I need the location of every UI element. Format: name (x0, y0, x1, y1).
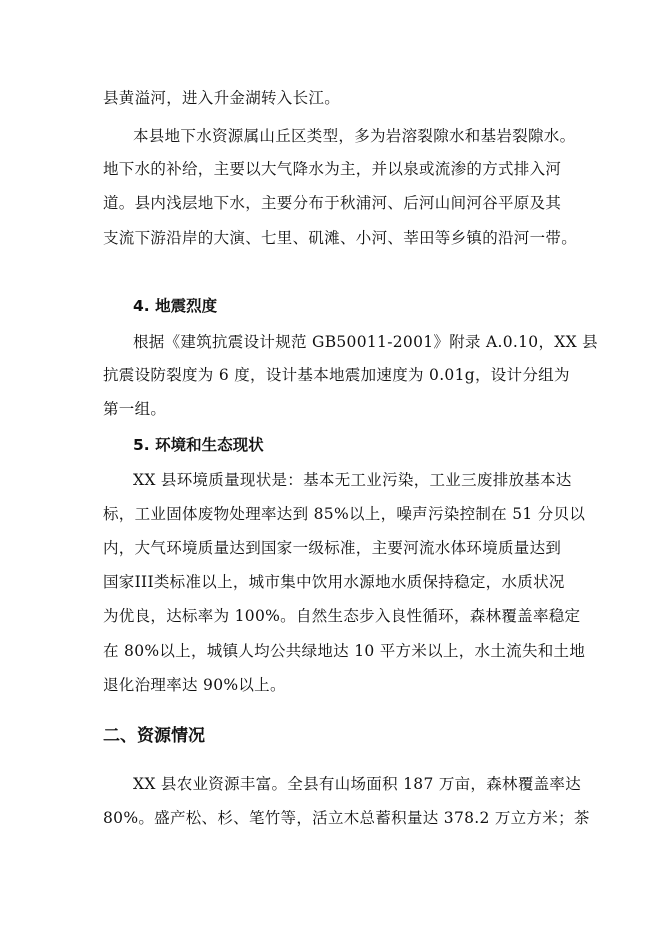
text-line: XX 县环境质量现状是：基本无工业污染，工业三废排放基本达 (133, 471, 572, 489)
text-line: 本县地下水资源属山丘区类型，多为岩溶裂隙水和基岩裂隙水。 (133, 127, 576, 145)
text-line: 退化治理率达 90%以上。 (103, 676, 286, 694)
text-line: 标，工业固体废物处理率达到 85%以上，噪声污染控制在 51 分贝以 (103, 505, 586, 523)
section-title-resources: 二、资源情况 (103, 726, 205, 746)
text-line: 支流下游沿岸的大演、七里、矶滩、小河、莘田等乡镇的沿河一带。 (103, 229, 578, 247)
text-line: 抗震设防裂度为 6 度，设计基本地震加速度为 0.01g，设计分组为 (103, 366, 570, 384)
heading-seismic-intensity: 4. 地震烈度 (133, 297, 218, 315)
text-line: 根据《建筑抗震设计规范 GB50011-2001》附录 A.0.10，XX 县 (133, 333, 598, 351)
text-line: 县黄溢河，进入升金湖转入长江。 (103, 89, 341, 107)
text-line: 为优良，达标率为 100%。自然生态步入良性循环，森林覆盖率稳定 (103, 607, 581, 625)
text-line: 在 80%以上，城镇人均公共绿地达 10 平方米以上，水土流失和土地 (103, 642, 586, 660)
text-line: 道。县内浅层地下水，主要分布于秋浦河、后河山间河谷平原及其 (103, 194, 562, 212)
text-line: XX 县农业资源丰富。全县有山场面积 187 万亩，森林覆盖率达 (133, 775, 582, 793)
text-line: 内，大气环境质量达到国家一级标准，主要河流水体环境质量达到 (103, 539, 562, 557)
text-line: 国家III类标准以上，城市集中饮用水源地水质保持稳定，水质状况 (103, 573, 565, 591)
heading-environment-ecology: 5. 环境和生态现状 (133, 436, 264, 454)
text-line: 第一组。 (103, 400, 167, 418)
text-line: 80%。盛产松、杉、笔竹等，活立木总蓄积量达 378.2 万立方米；茶 (103, 809, 590, 827)
text-line: 地下水的补给，主要以大气降水为主，并以泉或流渗的方式排入河 (103, 160, 562, 178)
